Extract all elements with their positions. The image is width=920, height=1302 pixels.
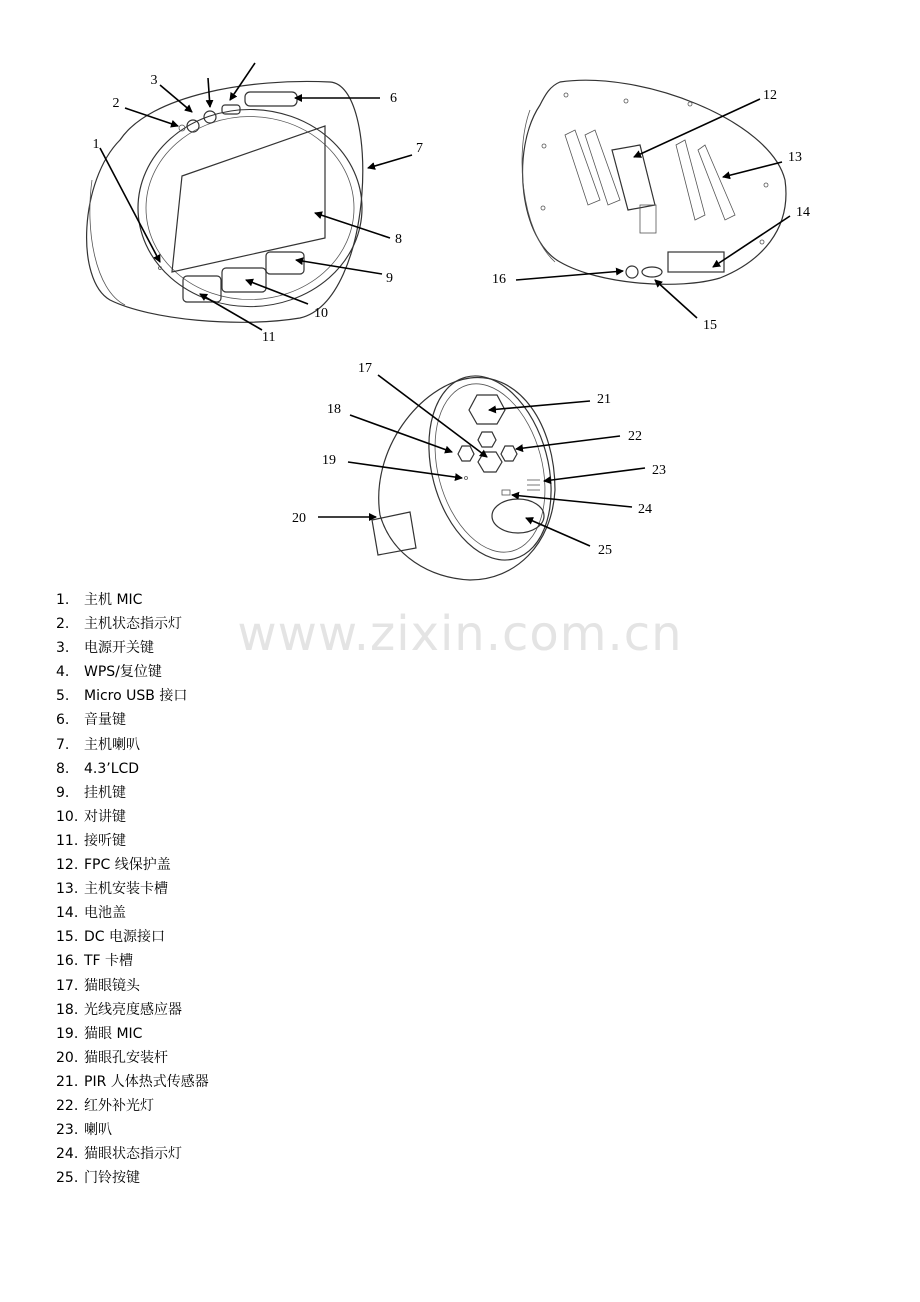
legend-number: 11.	[56, 832, 79, 849]
callout-2: 2	[112, 96, 120, 111]
legend-item	[56, 949, 209, 973]
legend-item	[56, 708, 209, 732]
legend-number: 5.	[56, 688, 70, 705]
legend-number: 9.	[56, 784, 70, 801]
legend-number: 12.	[56, 857, 79, 874]
callout-20: 20	[292, 511, 306, 526]
legend-text: 音量键	[84, 712, 126, 729]
callout-19: 19	[322, 453, 336, 468]
talk-button	[222, 268, 266, 292]
legend-text: 电池盖	[84, 905, 126, 922]
legend-text: 主机安装卡槽	[84, 881, 168, 898]
legend-number: 2.	[56, 616, 70, 633]
callout-11: 11	[262, 330, 276, 345]
legend-item	[56, 829, 209, 853]
callout-18: 18	[327, 402, 341, 417]
legend-item	[56, 588, 209, 612]
legend-number: 17.	[56, 977, 79, 994]
legend-item	[56, 1094, 209, 1118]
legend-text: 喇叭	[84, 1122, 112, 1139]
legend-number: 22.	[56, 1097, 79, 1114]
legend-number: 4.	[56, 664, 70, 681]
legend-text: 挂机键	[84, 784, 126, 801]
legend-text: Micro USB 接口	[84, 688, 188, 705]
legend-text: 猫眼 MIC	[84, 1025, 143, 1042]
legend-text: PIR 人体热式传感器	[84, 1073, 209, 1090]
legend-number: 1.	[56, 592, 70, 608]
callout-10: 10	[314, 306, 328, 321]
legend-number: 6.	[56, 712, 70, 729]
legend-number: 8.	[56, 760, 70, 777]
legend-number: 24.	[56, 1146, 79, 1163]
legend-item	[56, 805, 209, 829]
legend-text: WPS/复位键	[84, 664, 162, 681]
device-diagram	[0, 0, 920, 590]
main-unit-back	[522, 80, 786, 284]
callout-labels	[93, 73, 811, 558]
lcd-screen	[172, 126, 325, 272]
callout-13: 13	[788, 150, 802, 165]
legend-item	[56, 1070, 209, 1094]
callout-17: 17	[358, 361, 372, 376]
legend-number: 21.	[56, 1073, 79, 1090]
watermark: www.zixin.com.cn	[237, 606, 683, 662]
legend-text: 主机 MIC	[84, 592, 143, 608]
legend-text: TF 卡槽	[84, 953, 134, 970]
legend-item	[56, 684, 209, 708]
legend-number: 13.	[56, 881, 79, 898]
legend-item	[56, 757, 209, 781]
legend-item	[56, 877, 209, 901]
battery-cover	[668, 252, 724, 272]
legend-number: 3.	[56, 640, 70, 657]
callout-1: 1	[92, 137, 100, 152]
legend-number: 19.	[56, 1025, 79, 1042]
hangup-button	[266, 252, 304, 274]
callout-23: 23	[652, 463, 666, 478]
callout-25: 25	[598, 543, 612, 558]
legend-item	[56, 1046, 209, 1070]
legend-text: DC 电源接口	[84, 929, 166, 946]
callout-15: 15	[703, 318, 717, 333]
peephole-unit	[372, 362, 570, 580]
legend-number: 10.	[56, 808, 79, 825]
legend-item	[56, 660, 209, 684]
legend-text: 猫眼镜头	[84, 977, 140, 994]
legend-text: 4.3’LCD	[84, 760, 140, 777]
parts-legend	[56, 588, 209, 1190]
callout-24: 24	[638, 502, 652, 517]
legend-number: 23.	[56, 1122, 79, 1139]
legend-text: 对讲键	[84, 808, 126, 825]
legend-text: 猫眼孔安装杆	[84, 1049, 168, 1066]
legend-text: 光线亮度感应器	[84, 1001, 182, 1018]
callout-9: 9	[386, 271, 393, 286]
legend-text: 主机状态指示灯	[84, 616, 182, 633]
callout-14: 14	[796, 205, 810, 220]
legend-item	[56, 853, 209, 877]
legend-text: 主机喇叭	[84, 736, 140, 753]
legend-number: 14.	[56, 905, 79, 922]
legend-text: 猫眼状态指示灯	[84, 1146, 182, 1163]
legend-item	[56, 733, 209, 757]
legend-text: 接听键	[84, 832, 126, 849]
legend-text: 门铃按键	[84, 1170, 140, 1187]
callout-arrows	[100, 63, 790, 546]
legend-item	[56, 901, 209, 925]
legend-number: 7.	[56, 736, 70, 753]
legend-number: 20.	[56, 1049, 79, 1066]
legend-item	[56, 781, 209, 805]
legend-item	[56, 998, 209, 1022]
callout-16: 16	[492, 272, 506, 287]
callout-7: 7	[416, 141, 423, 156]
callout-21: 21	[597, 392, 611, 407]
legend-number: 18.	[56, 1001, 79, 1018]
legend-number: 16.	[56, 953, 79, 970]
legend-item	[56, 1142, 209, 1166]
legend-item	[56, 974, 209, 998]
legend-item	[56, 925, 209, 949]
legend-text: 电源开关键	[84, 640, 154, 657]
legend-item	[56, 1022, 209, 1046]
legend-item	[56, 612, 209, 636]
legend-number: 25.	[56, 1170, 79, 1187]
legend-text: 红外补光灯	[84, 1097, 154, 1114]
callout-12: 12	[763, 88, 777, 103]
legend-number: 15.	[56, 929, 79, 946]
callout-8: 8	[395, 232, 402, 247]
legend-item	[56, 636, 209, 660]
callout-6: 6	[390, 91, 397, 106]
legend-item	[56, 1166, 209, 1190]
callout-22: 22	[628, 429, 642, 444]
callout-3: 3	[150, 73, 158, 88]
legend-item	[56, 1118, 209, 1142]
legend-text: FPC 线保护盖	[84, 857, 171, 874]
